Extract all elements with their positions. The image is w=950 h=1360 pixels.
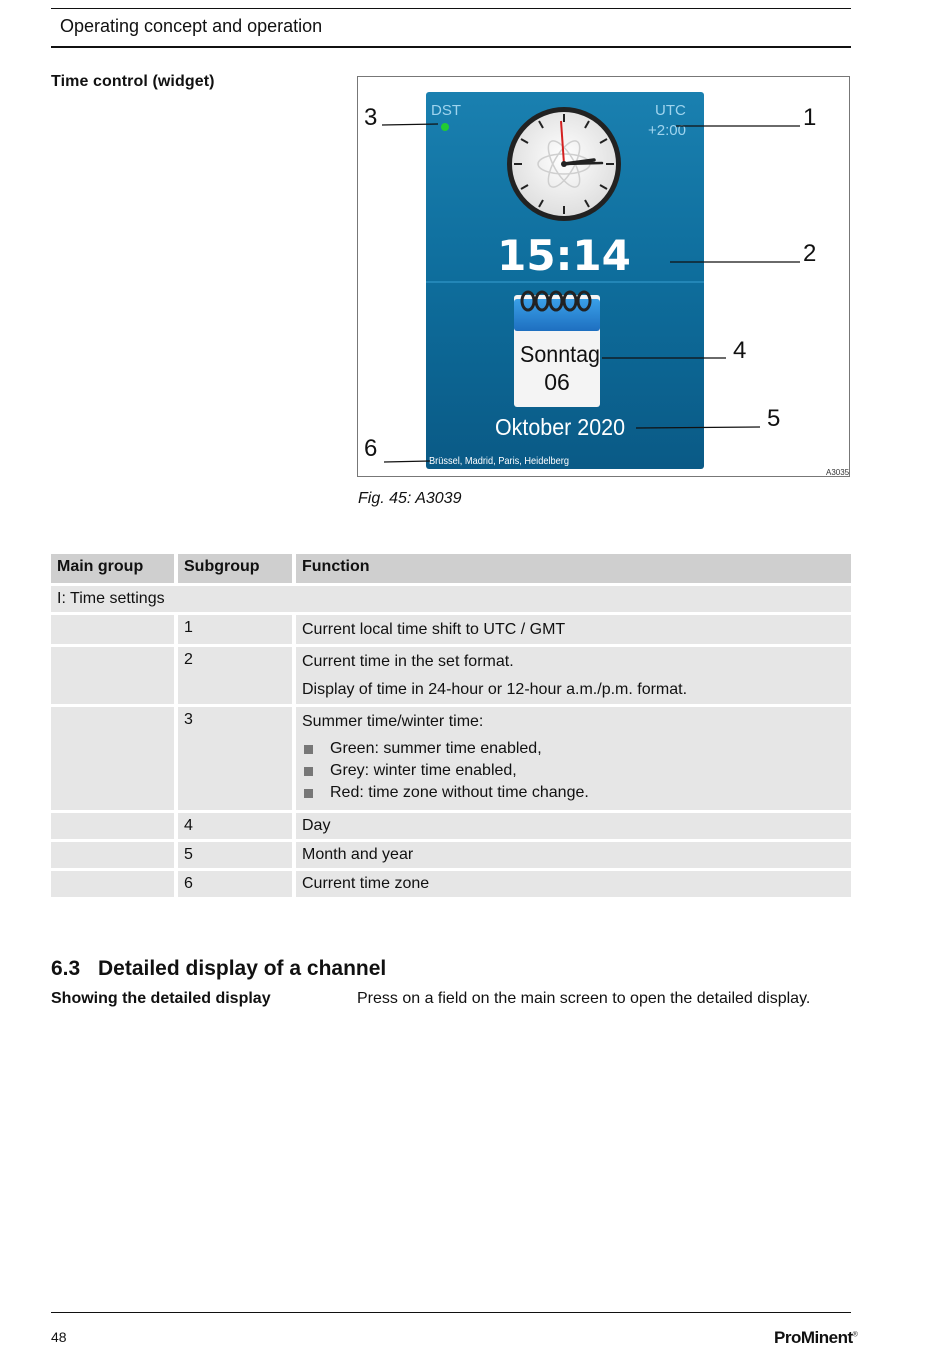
main-group-cell bbox=[51, 842, 174, 868]
main-group-cell bbox=[51, 615, 174, 644]
table-row bbox=[51, 842, 851, 868]
main-group-cell bbox=[51, 813, 174, 839]
function-cell: Day bbox=[292, 813, 851, 839]
figure-code: A3035 bbox=[826, 468, 850, 477]
side-heading: Time control (widget) bbox=[51, 73, 215, 90]
dst-label: DST bbox=[431, 102, 461, 119]
callout-6: 6 bbox=[364, 435, 378, 462]
body-text: Press on a field on the main screen to open the detailed display. bbox=[357, 990, 811, 1007]
brand-minent: Minent bbox=[800, 1328, 853, 1347]
bullet-list bbox=[302, 738, 845, 804]
function-cell bbox=[292, 707, 851, 810]
list-item: Red: time zone without time change. bbox=[302, 782, 845, 804]
header-title: Operating concept and operation bbox=[60, 16, 323, 36]
callout-3: 3 bbox=[364, 104, 378, 131]
header-function: Function bbox=[292, 554, 851, 583]
month-year: Oktober 2020 bbox=[495, 414, 625, 440]
main-group-cell bbox=[51, 647, 174, 704]
group-label: I: Time settings bbox=[51, 586, 851, 612]
list-item: Grey: winter time enabled, bbox=[302, 760, 845, 782]
function-cell bbox=[292, 647, 851, 704]
table-row bbox=[51, 615, 851, 644]
function-text: Current time in the set format. bbox=[302, 653, 514, 670]
main-group-cell bbox=[51, 707, 174, 810]
brand-logo bbox=[774, 1328, 857, 1348]
header-rule-top bbox=[51, 8, 851, 9]
function-cell: Current time zone bbox=[292, 871, 851, 897]
figure-time-widget bbox=[357, 76, 850, 477]
widget-illustration bbox=[358, 77, 851, 478]
table-header-row bbox=[51, 554, 851, 583]
digital-time: 15:14 bbox=[497, 231, 631, 280]
callout-5: 5 bbox=[767, 405, 781, 432]
calendar-icon bbox=[514, 292, 600, 407]
subgroup-cell: 3 bbox=[174, 707, 292, 810]
callout-4: 4 bbox=[733, 337, 747, 364]
footer-rule bbox=[51, 1312, 851, 1313]
main-group-cell bbox=[51, 871, 174, 897]
figure-caption: Fig. 45: A3039 bbox=[358, 490, 462, 507]
subgroup-cell: 1 bbox=[174, 615, 292, 644]
section-title: Detailed display of a channel bbox=[98, 957, 387, 980]
time-zone: Brüssel, Madrid, Paris, Heidelberg bbox=[429, 455, 570, 467]
utc-offset: +2:00 bbox=[648, 122, 686, 139]
callout-2: 2 bbox=[803, 240, 817, 267]
utc-label: UTC bbox=[655, 102, 686, 119]
table-row-group bbox=[51, 586, 851, 612]
subgroup-cell: 2 bbox=[174, 647, 292, 704]
subgroup-cell: 6 bbox=[174, 871, 292, 897]
table-row bbox=[51, 813, 851, 839]
brand-mark: ® bbox=[852, 1331, 858, 1339]
header-subgroup: Subgroup bbox=[174, 554, 292, 583]
header-rule-bottom bbox=[51, 46, 851, 48]
list-item: Green: summer time enabled, bbox=[302, 738, 845, 760]
function-text: Summer time/winter time: bbox=[302, 713, 484, 730]
brand-pro: Pro bbox=[774, 1328, 801, 1347]
function-cell bbox=[292, 615, 851, 644]
table-row bbox=[51, 647, 851, 704]
calendar-weekday: Sonntag bbox=[520, 341, 600, 367]
callout-1: 1 bbox=[803, 104, 817, 131]
table-row bbox=[51, 707, 851, 810]
table-row bbox=[51, 871, 851, 897]
analog-clock-icon bbox=[507, 107, 621, 221]
subgroup-cell: 4 bbox=[174, 813, 292, 839]
section-heading bbox=[51, 957, 386, 981]
function-text: Display of time in 24-hour or 12-hour a.m./p.m. format. bbox=[302, 681, 688, 698]
function-table bbox=[51, 551, 851, 900]
function-cell: Month and year bbox=[292, 842, 851, 868]
calendar-day: 06 bbox=[544, 369, 570, 395]
section-number: 6.3 bbox=[51, 957, 81, 980]
subgroup-cell: 5 bbox=[174, 842, 292, 868]
dst-indicator-icon bbox=[441, 123, 449, 131]
page-number: 48 bbox=[51, 1329, 67, 1345]
header-main-group: Main group bbox=[51, 554, 174, 583]
function-text: Current local time shift to UTC / GMT bbox=[302, 621, 566, 638]
sub-heading: Showing the detailed display bbox=[51, 990, 271, 1007]
